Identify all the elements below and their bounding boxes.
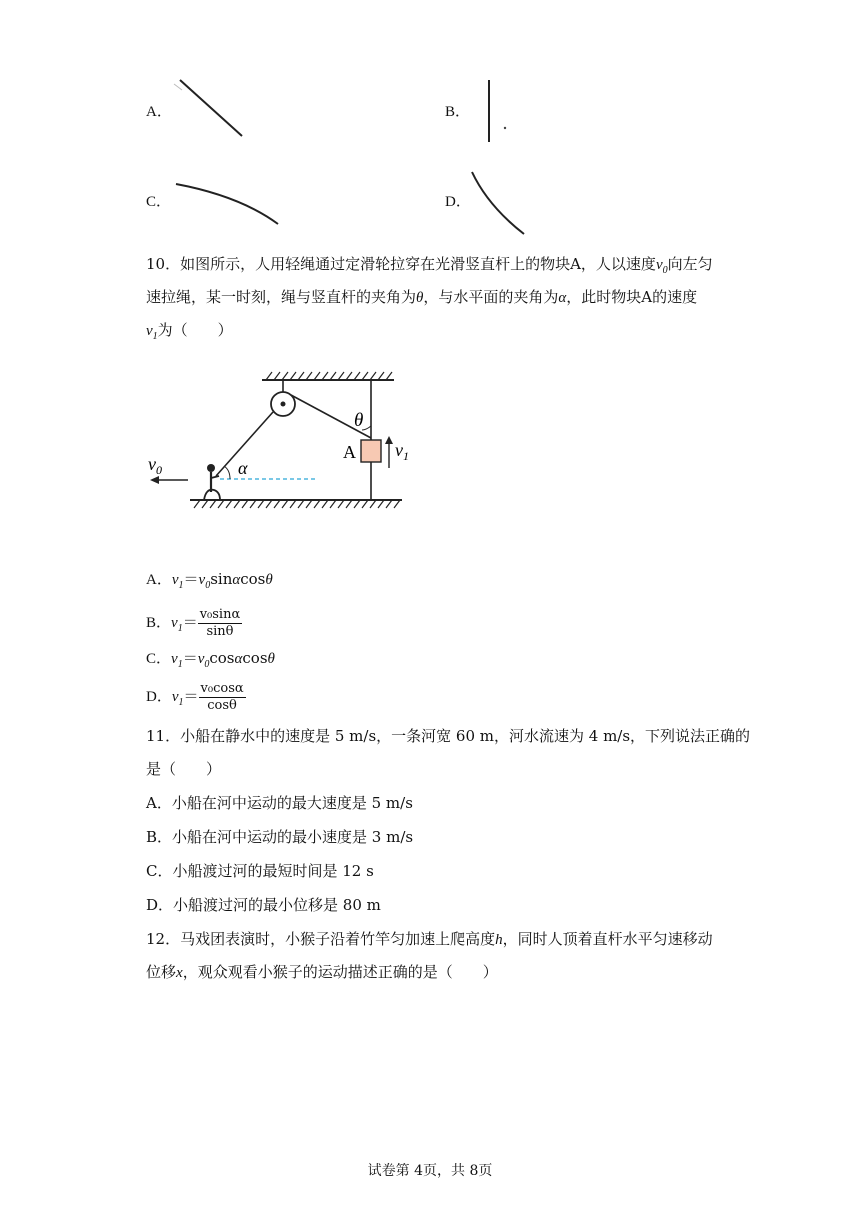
q10-stem-line-2: 速拉绳，某一时刻，绳与竖直杆的夹角为θ，与水平面的夹角为α，此时物块A的速度: [146, 288, 698, 306]
q10-option-c: C．$v_1=v_0\cos\alpha\cos\theta$: [146, 649, 275, 670]
q10-label-v0: $v_0$: [148, 454, 162, 477]
q9-option-b-graph: [480, 76, 520, 146]
q9-option-a-letter: A．: [146, 104, 172, 120]
q11-option-a: A．小船在河中运动的最大速度是 5 m/s: [146, 794, 413, 812]
q10-option-a: A．$v_1=v_0\sin\alpha\cos\theta$: [146, 570, 273, 591]
q9-option-c-letter: C．: [146, 194, 172, 210]
q10-option-b: B．$v_1=$ $\frac{\text{v₀sinα}}{\sin\theta}$: [146, 606, 241, 639]
q11-stem-line-1: 11．小船在静水中的速度是 5 m/s，一条河宽 60 m，河水流速为 4 m/s，下列说法正确的: [146, 727, 751, 745]
q10-label-v1: $v_1$: [395, 440, 409, 463]
page-footer: 试卷第 4页，共 8页: [367, 1163, 493, 1179]
q9-option-d-letter: D．: [445, 194, 471, 210]
q12-stem-line-1: 12．马戏团表演时，小猴子沿着竹竿匀加速上爬高度h，同时人顶着直杆水平匀速移动: [146, 930, 713, 948]
q10-option-d: D．$v_1=$ $\frac{\text{v₀cosα}}{\cos\theta}$: [146, 680, 244, 713]
q11-option-d: D．小船渡过河的最小位移是 80 m: [146, 896, 381, 914]
q10-stem-line-3: $v_1$为（ ）: [146, 321, 233, 342]
q11-option-b: B．小船在河中运动的最小速度是 3 m/s: [146, 828, 414, 846]
q12-stem-line-2: 位移x，观众观看小猴子的运动描述正确的是（ ）: [146, 963, 498, 981]
q10-label-alpha: α: [238, 458, 248, 478]
q9-option-c-graph: [170, 176, 285, 230]
q10-label-theta: θ: [354, 410, 364, 431]
q11-option-c: C．小船渡过河的最短时间是 12 s: [146, 862, 374, 880]
q9-option-d-graph: [466, 168, 530, 238]
q11-stem-line-2: 是（ ）: [146, 760, 222, 778]
q9-option-b-letter: B．: [445, 104, 471, 120]
q9-option-a-graph: [170, 76, 250, 140]
q10-pulley-figure: [140, 364, 420, 522]
q10-stem-line-1: 10．如图所示，人用轻绳通过定滑轮拉穿在光滑竖直杆上的物块A，人以速度$v_0$向左匀: [146, 255, 713, 276]
q10-label-a: A: [343, 442, 356, 462]
